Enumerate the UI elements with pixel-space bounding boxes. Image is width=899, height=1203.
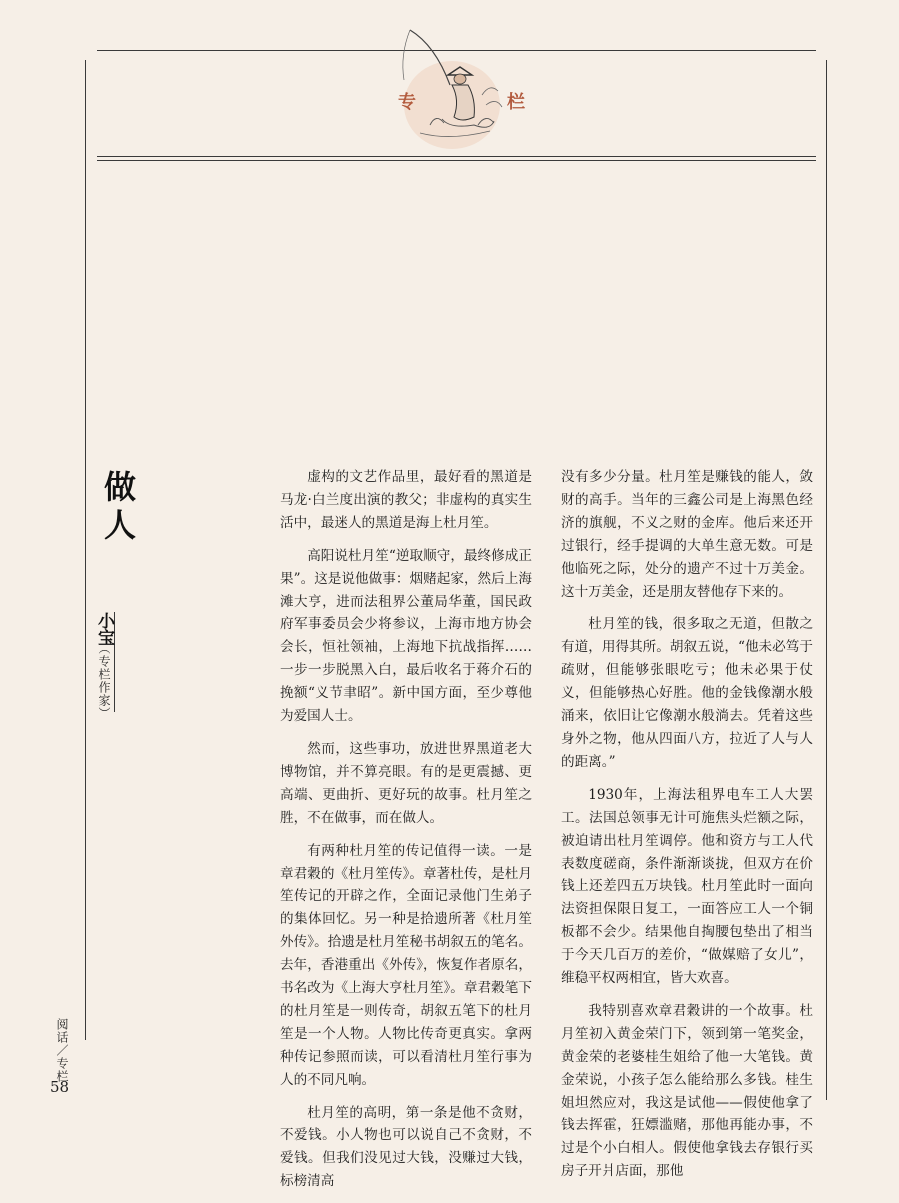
paragraph: 高阳说杜月笙“逆取顺守，最终修成正果”。这是说他做事：烟赌起家，然后上海滩大亨，进而法租界公董局华董，国民政府军事委员会少将参议，上海市地方协会会长，恒社领袖，上海地下抗战指挥……一步一步脱黑入白，最后收名于蒋介石的挽额“义节聿昭”。新中国方面，至少尊他为爱国人士。 (280, 547, 532, 725)
header-double-rule-bottom (97, 160, 816, 161)
paragraph: 虚构的文艺作品里，最好看的黑道是马龙·白兰度出演的教父；非虚构的真实生活中，最迷人的黑道是海上杜月笙。 (280, 469, 532, 531)
left-frame-rule (85, 60, 86, 1040)
article-title: 做人 (99, 470, 137, 546)
paragraph: 有两种杜月笙的传记值得一读。一是章君穀的《杜月笙传》。章著杜传，是杜月笙传记的开辟之作，全面记录他门生弟子的集体回忆。另一种是拾遗所著《杜月笙外传》。拾遗是杜月笙秘书胡叙五的笔名。去年，香港重出《外传》，恢复作者原名，书名改为《上海大亨杜月笙》。章君穀笔下的杜月笙是一则传奇，胡叙五笔下的杜月笙是一个人物。人物比传奇更真实。拿两种传记参照而读，可以看清杜月笙行事为人的不同凡响。 (280, 842, 532, 1088)
body-column-right (561, 466, 813, 1193)
author-role: （专栏作家） (97, 642, 111, 720)
paragraph-continued: 没有多少分量。杜月笙是赚钱的能人，敛财的高手。当年的三鑫公司是上海黑色经济的旗舰，不义之财的金库。他后来还开过银行，经手提调的大单生意无数。可是他临死之际，处分的遗产不过十万美金。这十万美金，还是朋友替他存下来的。 (561, 469, 813, 600)
paragraph: 杜月笙的高明，第一条是他不贪财，不爱钱。小人物也可以说自己不贪财，不爱钱。但我们没见过大钱，没赚过大钱，标榜清高 (280, 1104, 532, 1190)
paragraph: 1930年，上海法租界电车工人大罢工。法国总领事无计可施焦头烂额之际，被迫请出杜月笙调停。他和资方与工人代表数度磋商，条件渐渐谈拢，但双方在价钱上还差四五万块钱。杜月笙此时一面向法资担保限日复工，一面答应工人一个铜板都不会少。结果他自掏腰包垫出了相当于今天几百万的差价，“做媒赔了女儿”，维稳平权两相宜，皆大欢喜。 (561, 786, 813, 987)
page-number: 58 (50, 1078, 70, 1096)
header-double-rule-top (97, 156, 816, 157)
right-frame-rule (826, 60, 827, 1100)
body-column-left (280, 466, 532, 1203)
paragraph: 然而，这些事功，放进世界黑道老大博物馆，并不算亮眼。有的是更震撼、更高端、更曲折、更好玩的故事。杜月笙之胜，不在做事，而在做人。 (280, 740, 532, 826)
footer-category: 阅话／专栏 (55, 1018, 69, 1083)
section-label-right: 栏 (507, 92, 526, 113)
paragraph: 杜月笙的钱，很多取之无道，但散之有道，用得其所。胡叙五说，“他未必笃于疏财，但能够张眼吃亏；他未必果于仗义，但能够热心好胜。他的金钱像潮水般涌来，依旧让它像潮水般淌去。凭着这些身外之物，他从四面八方，拉近了人与人的距离。” (561, 616, 813, 770)
paragraph: 我特别喜欢章君穀讲的一个故事。杜月笙初入黄金荣门下，领到第一笔奖金，黄金荣的老婆桂生姐给了他一大笔钱。黄金荣说，小孩子怎么能给那么多钱。桂生姐坦然应对，我这是试他——假使他拿了钱去挥霍，狂嫖滥赌，那他再能办事，不过是个小白相人。假使他拿钱去存银行买房子开爿店面，那他 (561, 1002, 813, 1180)
section-label-left: 专 (398, 92, 417, 113)
author-name: 小宝 (94, 612, 114, 646)
